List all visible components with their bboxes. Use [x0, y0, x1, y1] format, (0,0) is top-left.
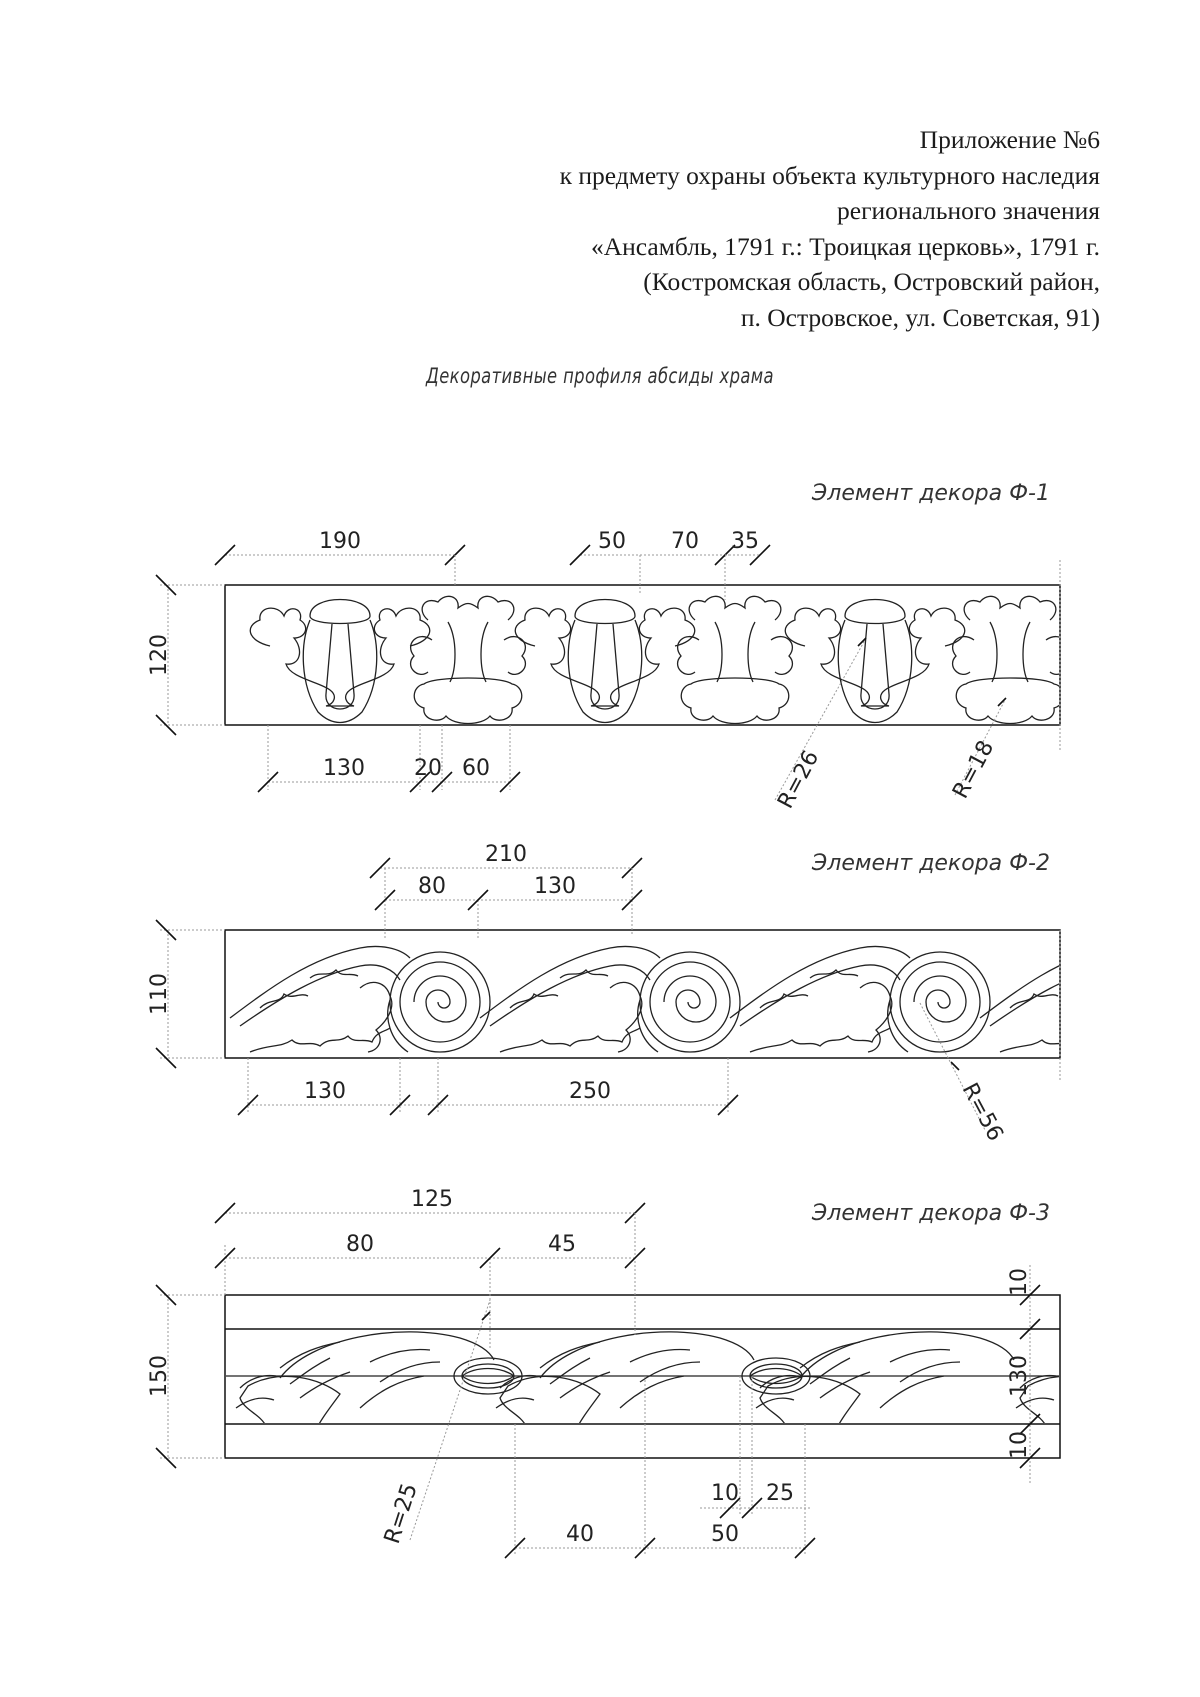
bottom-dim: 50	[711, 1522, 739, 1547]
height-dim: 120	[147, 634, 172, 676]
ornament-f1	[250, 596, 1067, 723]
top-dim: 70	[671, 529, 699, 554]
top-dim: 80	[418, 874, 446, 899]
bottom-dim: 250	[569, 1079, 611, 1104]
bottom-dim: 20	[414, 756, 442, 781]
top-dim: 50	[598, 529, 626, 554]
right-dim: 10	[1007, 1431, 1032, 1459]
top-dim: 130	[534, 874, 576, 899]
bottom-dim: 130	[323, 756, 365, 781]
bottom-dim: 25	[766, 1481, 794, 1506]
element-f1	[147, 481, 1067, 813]
top-dim: 190	[319, 529, 361, 554]
right-dim: 130	[1007, 1355, 1032, 1397]
top-dim: 45	[548, 1232, 576, 1257]
radius-label: R=18	[948, 736, 1000, 803]
header-line: к предмету охраны объекта культурного наследия	[559, 160, 1100, 190]
top-dim: 210	[485, 842, 527, 867]
header-line: «Ансамбль, 1791 г.: Троицкая церковь», 1791 г.	[590, 231, 1100, 261]
bottom-dim: 10	[711, 1481, 739, 1506]
ornament-f3	[226, 1332, 1200, 1434]
radius-label: R=56	[956, 1079, 1008, 1146]
top-dim: 35	[731, 529, 759, 554]
radius-label: R=25	[379, 1480, 423, 1547]
bottom-dim: 40	[566, 1522, 594, 1547]
header-line: п. Островское, ул. Советская, 91)	[740, 302, 1100, 332]
element-label: Элемент декора Ф-2	[811, 851, 1050, 876]
radius-label: R=26	[773, 746, 825, 813]
header-line: (Костромская область, Островский район,	[643, 267, 1100, 297]
bottom-dim: 60	[462, 756, 490, 781]
header-line: регионального значения	[837, 196, 1100, 226]
drawing-title: Декоративные профиля абсиды храма	[426, 364, 774, 388]
height-dim: 150	[147, 1355, 172, 1397]
height-dim: 110	[147, 973, 172, 1015]
top-dim: 125	[411, 1187, 453, 1212]
element-f2	[147, 842, 1200, 1145]
element-label: Элемент декора Ф-1	[811, 481, 1050, 506]
element-label: Элемент декора Ф-3	[811, 1201, 1050, 1226]
bottom-dim: 130	[304, 1079, 346, 1104]
ornament-f2	[230, 946, 1200, 1052]
element-f3	[147, 1187, 1200, 1558]
top-dim: 80	[346, 1232, 374, 1257]
header-line: Приложение №6	[919, 125, 1100, 154]
right-dim: 10	[1007, 1268, 1032, 1296]
